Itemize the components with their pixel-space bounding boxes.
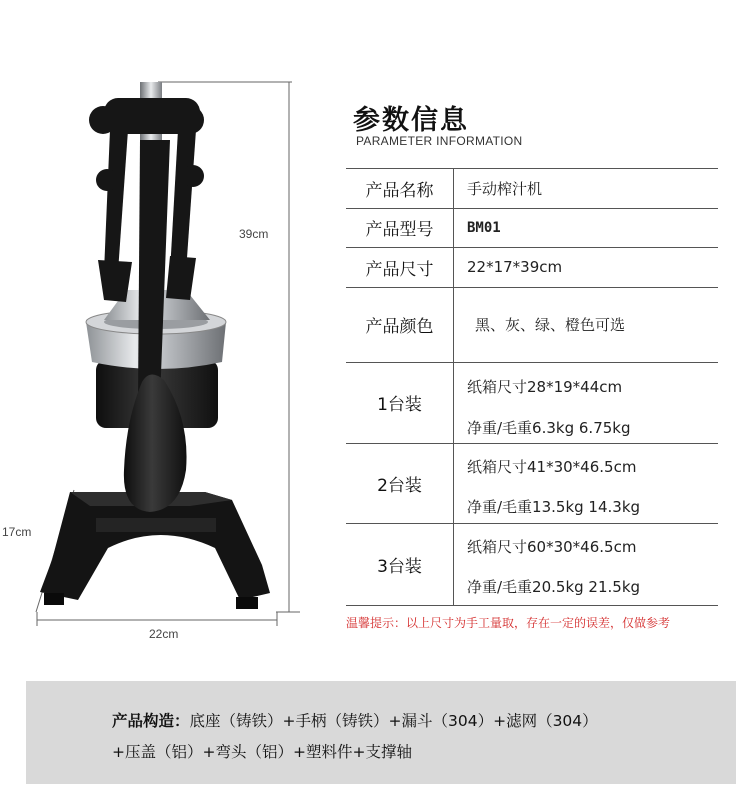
row-value-size: 22*17*39cm (467, 258, 563, 276)
package-box-size-1: 纸箱尺寸28*19*44cm (467, 378, 623, 396)
row-value-color: 黑、灰、绿、橙色可选 (475, 316, 626, 334)
package-label-1: 1台装 (377, 395, 422, 415)
construction-panel (26, 681, 736, 784)
row-label-name: 产品名称 (365, 180, 434, 201)
package-weight-1: 净重/毛重6.3kg 6.75kg (467, 419, 631, 437)
package-box-size-2: 纸箱尺寸41*30*46.5cm (467, 458, 637, 476)
measurement-note: 温馨提示：以上尺寸为手工量取，存在一定的误差，仅做参考 (346, 616, 671, 630)
table-divider (453, 168, 454, 605)
construction-label: 产品构造： (112, 712, 190, 730)
depth-dimension-label: 17cm (2, 525, 32, 539)
construction-materials-1: 底座（铸铁）+手柄（铸铁）+漏斗（304）+滤网（304） (189, 712, 598, 730)
row-label-color: 产品颜色 (365, 317, 434, 337)
juicer-product-image (0, 0, 340, 660)
row-label-size: 产品尺寸 (365, 259, 434, 280)
parameter-title: 参数信息 (353, 105, 469, 136)
package-weight-3: 净重/毛重20.5kg 21.5kg (467, 578, 641, 596)
row-value-model: BM01 (467, 219, 501, 236)
construction-materials-2: +压盖（铝）+弯头（铝）+塑料件+支撑轴 (112, 743, 412, 761)
construction-line-1 (112, 709, 598, 731)
package-box-size-3: 纸箱尺寸60*30*46.5cm (467, 538, 637, 556)
package-label-2: 2台装 (377, 475, 422, 496)
package-label-3: 3台装 (377, 556, 422, 577)
construction-line-2 (112, 740, 412, 762)
row-label-model: 产品型号 (365, 220, 434, 240)
parameter-subtitle: PARAMETER INFORMATION (356, 134, 523, 148)
package-weight-2: 净重/毛重13.5kg 14.3kg (467, 498, 641, 516)
height-dimension-label: 39cm (239, 227, 269, 241)
width-dimension-label: 22cm (149, 627, 179, 641)
table-rule (346, 605, 718, 606)
row-value-name: 手动榨汁机 (467, 179, 543, 198)
